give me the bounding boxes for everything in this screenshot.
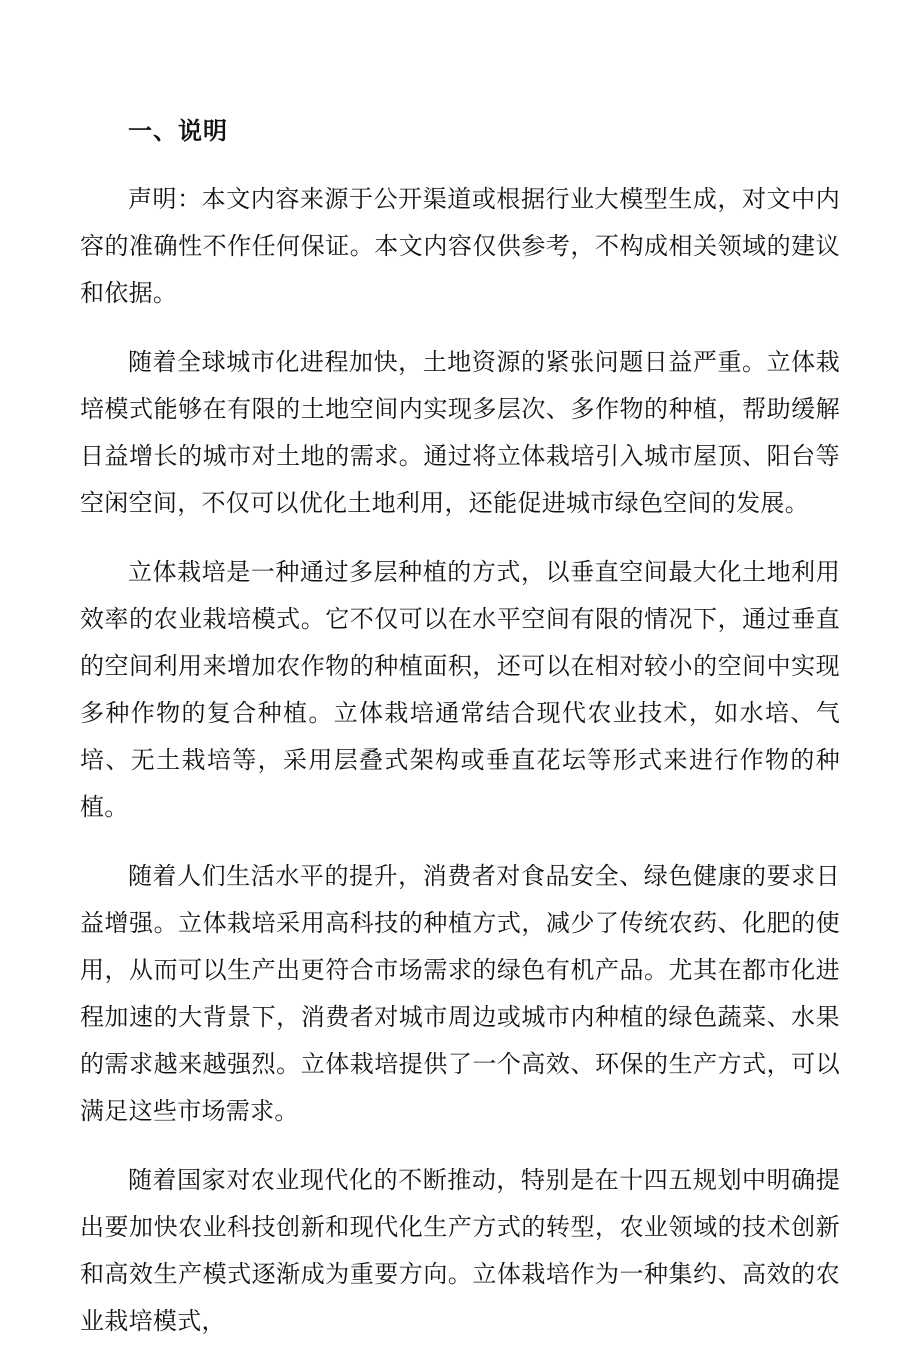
section-heading: 一、说明 <box>128 116 228 145</box>
paragraph-consumer-demand: 随着人们生活水平的提升，消费者对食品安全、绿色健康的要求日益增强。立体栽培采用高科技的种植方式，减少了传统农药、化肥的使用，从而可以生产出更符合市场需求的绿色有机产品。尤其在都市化进程加速的大背景下，消费者对城市周边或城市内种植的绿色蔬菜、水果的需求越来越强烈。立体栽培提供了一个高效、环保的生产方式，可以满足这些市场需求。 <box>80 862 840 1125</box>
paragraph-urbanization: 随着全球城市化进程加快，土地资源的紧张问题日益严重。立体栽培模式能够在有限的土地空间内实现多层次、多作物的种植，帮助缓解日益增长的城市对土地的需求。通过将立体栽培引入城市屋顶、阳台等空闲空间，不仅可以优化土地利用，还能促进城市绿色空间的发展。 <box>80 348 840 517</box>
paragraph-definition: 立体栽培是一种通过多层种植的方式，以垂直空间最大化土地利用效率的农业栽培模式。它不仅可以在水平空间有限的情况下，通过垂直的空间利用来增加农作物的种植面积，还可以在相对较小的空间中实现多种作物的复合种植。立体栽培通常结合现代农业技术，如水培、气培、无土栽培等，采用层叠式架构或垂直花坛等形式来进行作物的种植。 <box>80 558 840 821</box>
paragraph-policy: 随着国家对农业现代化的不断推动，特别是在十四五规划中明确提出要加快农业科技创新和现代化生产方式的转型，农业领域的技术创新和高效生产模式逐渐成为重要方向。立体栽培作为一种集约、高效的农业栽培模式， <box>80 1166 840 1335</box>
paragraph-disclaimer: 声明：本文内容来源于公开渠道或根据行业大模型生成，对文中内容的准确性不作任何保证。本文内容仅供参考，不构成相关领域的建议和依据。 <box>80 185 840 307</box>
